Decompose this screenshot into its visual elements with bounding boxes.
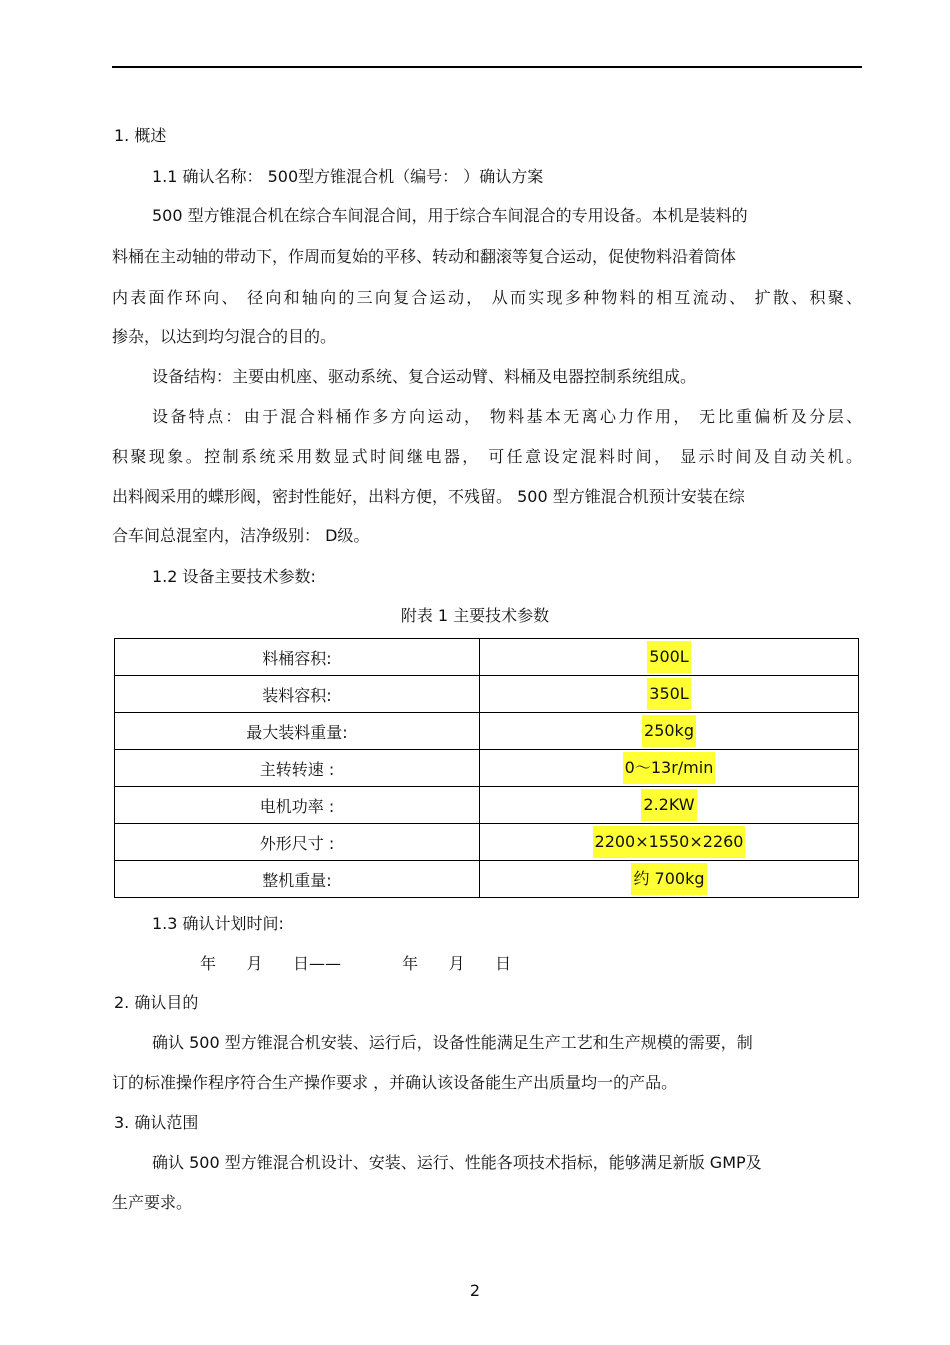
para-features-line: 出料阀采用的蝶形阀，密封性能好，出料方便，不残留。 500 型方锥混合机预计安装在综 [112,487,745,506]
para-overview-line: 500 型方锥混合机在综合车间混合间，用于综合车间混合的专用设备。本机是装料的 [152,206,748,225]
para-overview-line: 料桶在主动轴的带动下，作周而复始的平移、转动和翻滚等复合运动，促使物料沿着筒体 [112,247,737,266]
param-value: 350L [647,678,690,710]
param-value-cell [480,861,859,898]
date-range-line: 年 月 日—— 年 月 日 [200,954,512,973]
param-label: 装料容积: [115,676,480,713]
param-label: 外形尺寸 : [115,824,480,861]
heading-scope: 3. 确认范围 [114,1113,199,1132]
header-rule [112,66,862,68]
param-value-cell [480,639,859,676]
para-features-line: 合车间总混室内，洁净级别： D级。 [112,526,370,545]
param-label: 最大装料重量: [115,713,480,750]
param-value: 500L [647,641,690,673]
para-purpose-line: 订的标准操作程序符合生产操作要求 ，并确认该设备能生产出质量均一的产品。 [112,1073,678,1092]
para-scope-line: 生产要求。 [112,1193,193,1212]
heading-overview: 1. 概述 [114,126,167,145]
param-label: 料桶容积: [115,639,480,676]
param-value-cell [480,713,859,750]
table-row [115,787,859,824]
subheading-plan-time: 1.3 确认计划时间: [152,914,284,933]
para-structure: 设备结构：主要由机座、驱动系统、复合运动臂、料桶及电器控制系统组成。 [152,367,697,386]
param-label: 电机功率 : [115,787,480,824]
param-value: 0～13r/min [623,752,716,784]
param-value-cell [480,787,859,824]
table-row [115,676,859,713]
param-value: 250kg [642,715,696,747]
table-caption: 附表 1 主要技术参数 [400,606,550,625]
subheading-main-params: 1.2 设备主要技术参数: [152,567,316,586]
table-row [115,824,859,861]
para-purpose-line: 确认 500 型方锥混合机安装、运行后，设备性能满足生产工艺和生产规模的需要，制 [152,1033,753,1052]
para-scope-line: 确认 500 型方锥混合机设计、安装、运行、性能各项技术指标，能够满足新版 GMP及 [152,1153,762,1172]
param-value: 2200×1550×2260 [593,826,746,858]
param-value-cell [480,750,859,787]
table-row [115,713,859,750]
heading-purpose: 2. 确认目的 [114,993,199,1012]
param-label: 整机重量: [115,861,480,898]
table-row [115,861,859,898]
table-row [115,750,859,787]
main-params-table [114,638,859,898]
param-value: 约 700kg [631,863,706,895]
param-value-cell [480,824,859,861]
para-overview-line: 掺杂，以达到均匀混合的目的。 [112,327,337,346]
param-label: 主转转速 : [115,750,480,787]
para-overview-line: 内表面作环向、 径向和轴向的三向复合运动， 从而实现多种物料的相互流动、 扩散、积聚、 [112,288,862,307]
table-row [115,639,859,676]
page-number: 2 [469,1281,481,1300]
para-features-line: 积聚现象。控制系统采用数显式时间继电器， 可任意设定混料时间， 显示时间及自动关机。 [112,447,862,466]
param-value: 2.2KW [641,789,696,821]
para-features-line: 设备特点：由于混合料桶作多方向运动， 物料基本无离心力作用， 无比重偏析及分层、 [152,407,862,426]
subheading-confirm-name: 1.1 确认名称： 500型方锥混合机（编号： ）确认方案 [152,167,544,186]
param-value-cell [480,676,859,713]
